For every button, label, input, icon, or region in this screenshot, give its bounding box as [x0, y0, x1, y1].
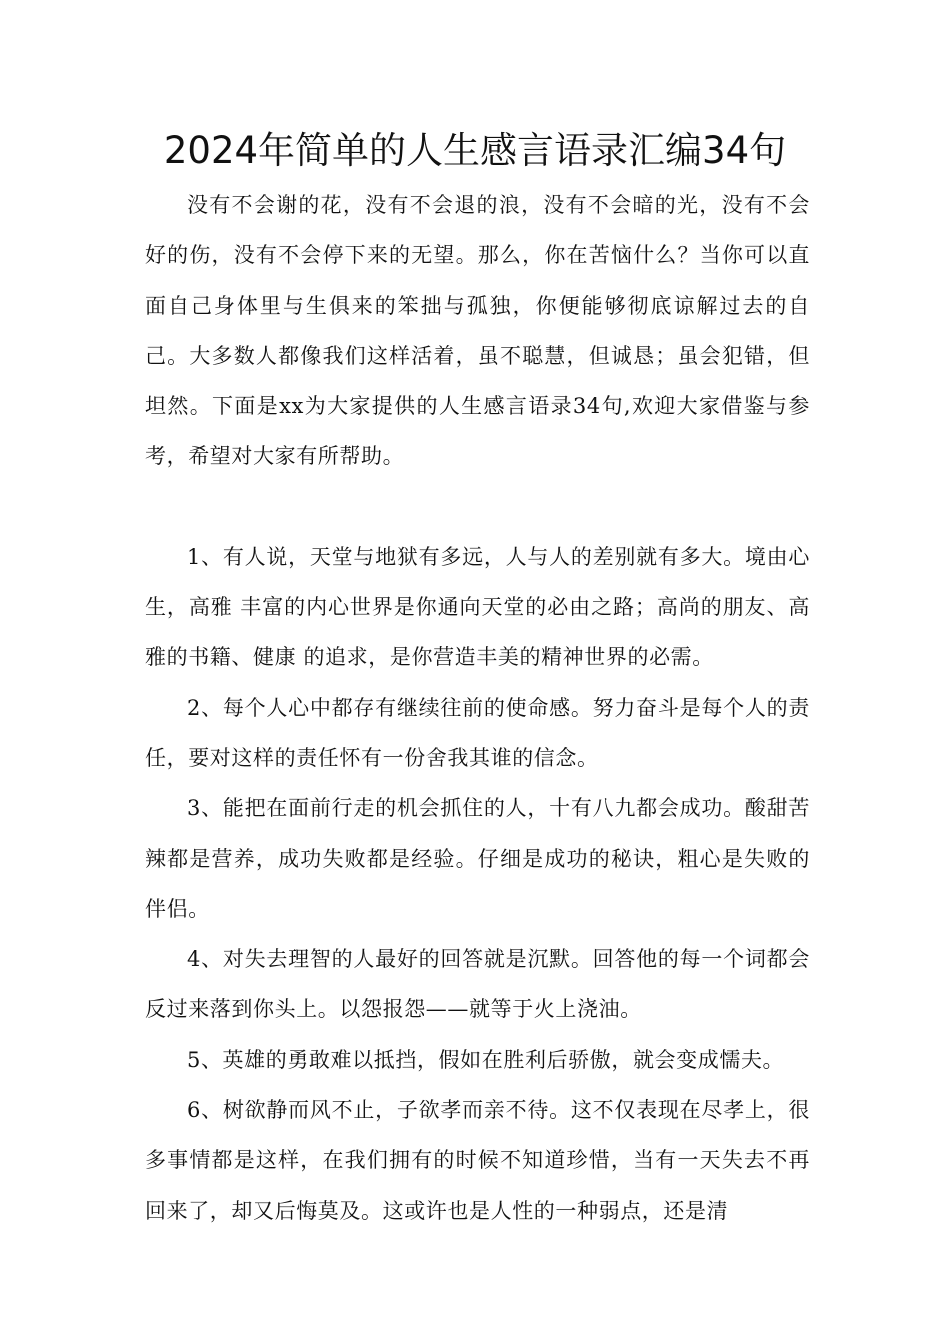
quote-item-2: 2、每个人心中都存有继续往前的使命感。努力奋斗是每个人的责任，要对这样的责任怀有一份舍我其谁的信念。: [145, 695, 810, 770]
quote-item-3: 3、能把在面前行走的机会抓住的人，十有八九都会成功。酸甜苦辣都是营养，成功失败都是经验。仔细是成功的秘诀，粗心是失败的伴侣。: [145, 796, 810, 921]
document-title: 2024年简单的人生感言语录汇编34句: [163, 129, 787, 172]
quote-item-6: 6、树欲静而风不止，子欲孝而亲不待。这不仅表现在尽孝上，很多事情都是这样，在我们拥有的时候不知道珍惜，当有一天失去不再回来了，却又后悔莫及。这或许也是人性的一种弱点，还是清: [145, 1098, 810, 1223]
quote-item-4: 4、对失去理智的人最好的回答就是沉默。回答他的每一个词都会反过来落到你头上。以怨报怨——就等于火上浇油。: [145, 947, 810, 1022]
document-body: [145, 180, 810, 1236]
paragraph-gap: [145, 482, 810, 532]
quote-item-1: 1、有人说，天堂与地狱有多远，人与人的差别就有多大。境由心生，高雅 丰富的内心世界是你通向天堂的必由之路；高尚的朋友、高雅的书籍、健康 的追求，是你营造丰美的精神世界的必需。: [145, 544, 810, 670]
intro-paragraph: 没有不会谢的花，没有不会退的浪，没有不会暗的光，没有不会好的伤，没有不会停下来的无望。那么，你在苦恼什么？当你可以直面自己身体里与生俱来的笨拙与孤独，你便能够彻底谅解过去的自己。大多数人都像我们这样活着，虽不聪慧，但诚恳；虽会犯错，但坦然。下面是xx为大家提供的人生感言语录34句,欢迎大家借鉴与参考，希望对大家有所帮助。: [145, 193, 810, 469]
quote-item-5: 5、英雄的勇敢难以抵挡，假如在胜利后骄傲，就会变成懦夫。: [187, 1047, 785, 1072]
